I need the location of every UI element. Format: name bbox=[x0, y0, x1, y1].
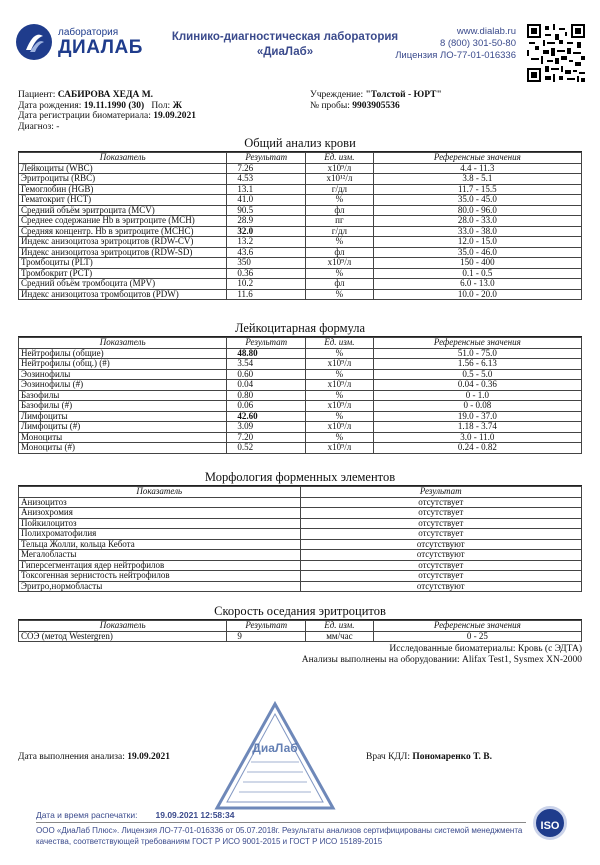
analysis-date: Дата выполнения анализа: 19.09.2021 bbox=[18, 752, 170, 762]
row-result: отсутствуют bbox=[300, 581, 582, 592]
row-result: 11.6 bbox=[227, 289, 306, 300]
table-row bbox=[19, 359, 582, 370]
lab-contacts bbox=[395, 26, 516, 62]
row-unit: пг bbox=[306, 216, 374, 227]
row-result: 43.6 bbox=[227, 247, 306, 258]
row-unit: г/дл bbox=[306, 184, 374, 195]
table-row bbox=[19, 390, 582, 401]
row-result: 9 bbox=[227, 631, 306, 642]
row-unit: x10⁹/л bbox=[306, 443, 374, 454]
column-header: Ед. изм. bbox=[306, 621, 374, 632]
row-reference: 19.0 - 37.0 bbox=[373, 411, 581, 422]
row-reference: 3.8 - 5.1 bbox=[373, 174, 581, 185]
row-reference: 12.0 - 15.0 bbox=[373, 237, 581, 248]
row-name: Средний объём тромбоцита (MPV) bbox=[19, 279, 227, 290]
row-name: Нейтрофилы (общие) bbox=[19, 348, 227, 359]
row-name: Средний объём эритроцита (MCV) bbox=[19, 205, 227, 216]
row-name: Моноциты bbox=[19, 432, 227, 443]
row-name: Базофилы (#) bbox=[19, 401, 227, 412]
sample-row: № пробы: 9903905536 bbox=[310, 100, 400, 111]
row-reference: 0 - 1.0 bbox=[373, 390, 581, 401]
table-header-row bbox=[19, 487, 582, 498]
table-row bbox=[19, 195, 582, 206]
diagnosis: - bbox=[56, 121, 60, 132]
leuko-table bbox=[18, 337, 582, 454]
row-result: 10.2 bbox=[227, 279, 306, 290]
row-name: Индекс анизоцитоза тромбоцитов (PDW) bbox=[19, 289, 227, 300]
iso-badge-icon: ISO bbox=[533, 806, 567, 840]
row-reference: 0.24 - 0.82 bbox=[373, 443, 581, 454]
row-result: отсутствует bbox=[300, 560, 582, 571]
row-unit: % bbox=[306, 432, 374, 443]
qr-code-icon bbox=[527, 24, 585, 82]
column-header: Референсные значения bbox=[373, 338, 581, 349]
column-header: Показатель bbox=[19, 153, 227, 164]
table-row bbox=[19, 258, 582, 269]
row-unit: x10⁹/л bbox=[306, 258, 374, 269]
row-result: 90.5 bbox=[227, 205, 306, 216]
row-reference: 35.0 - 46.0 bbox=[373, 247, 581, 258]
esr-table bbox=[18, 620, 582, 642]
footer-text: ООО «ДиаЛаб Плюс». Лицензия ЛО-77-01-016336 от 05.07.2018г. Результаты анализов сертифицированы системой менеджмента качества, соответствующей требованиям ГОСТ Р ИСО 9001-2015 и ГОСТ Р ИСО 15189-2015 bbox=[36, 826, 523, 846]
row-unit: % bbox=[306, 289, 374, 300]
row-name: Гемоглобин (HGB) bbox=[19, 184, 227, 195]
biomaterial-note: Исследованные биоматериалы: Кровь (с ЭДТА) bbox=[389, 644, 582, 654]
table-row bbox=[19, 216, 582, 227]
row-name: Индекс анизоцитоза эритроцитов (RDW-CV) bbox=[19, 237, 227, 248]
logo-title: ДИАЛАБ bbox=[58, 37, 143, 58]
row-name: Тромбокрит (PCT) bbox=[19, 268, 227, 279]
row-name: Тромбоциты (PLT) bbox=[19, 258, 227, 269]
table-row bbox=[19, 174, 582, 185]
row-reference: 28.0 - 33.0 bbox=[373, 216, 581, 227]
row-unit: фл bbox=[306, 279, 374, 290]
row-result: 0.80 bbox=[227, 390, 306, 401]
row-unit: фл bbox=[306, 205, 374, 216]
row-name: Эозинофилы bbox=[19, 369, 227, 380]
row-reference: 10.0 - 20.0 bbox=[373, 289, 581, 300]
row-result: 41.0 bbox=[227, 195, 306, 206]
doctor-name: Пономаренко Т. В. bbox=[412, 752, 492, 762]
lab-title-line2: «ДиаЛаб» bbox=[256, 46, 314, 58]
column-header: Ед. изм. bbox=[306, 338, 374, 349]
table-header-row bbox=[19, 153, 582, 164]
table-row bbox=[19, 279, 582, 290]
column-header: Референсные значения bbox=[373, 153, 581, 164]
row-name: Моноциты (#) bbox=[19, 443, 227, 454]
analysis-date-value: 19.09.2021 bbox=[127, 752, 170, 762]
row-name: Индекс анизоцитоза эритроцитов (RDW-SD) bbox=[19, 247, 227, 258]
table-row bbox=[19, 348, 582, 359]
row-result: отсутствуют bbox=[300, 550, 582, 561]
column-header: Показатель bbox=[19, 338, 227, 349]
analysis-notes bbox=[302, 644, 582, 666]
lab-title-line1: Клинико-диагностическая лаборатория bbox=[171, 31, 399, 43]
table-row bbox=[19, 380, 582, 391]
row-result: 0.52 bbox=[227, 443, 306, 454]
row-name: Пойкилоцитоз bbox=[19, 518, 301, 529]
row-name: Тельца Жолли, кольца Кебота bbox=[19, 539, 301, 550]
institution-row: Учреждение: "Толстой - ЮРТ" bbox=[310, 90, 442, 100]
row-unit: x10⁹/л bbox=[306, 401, 374, 412]
row-unit: x10⁹/л bbox=[306, 359, 374, 370]
patient-dob-row: Дата рождения: 19.11.1990 (30) Пол: Ж bbox=[18, 100, 182, 111]
table-row bbox=[19, 247, 582, 258]
row-result: 32.0 bbox=[227, 226, 306, 237]
lab-license: Лицензия ЛО-77-01-016336 bbox=[395, 50, 516, 61]
table-row bbox=[19, 184, 582, 195]
column-header: Результат bbox=[300, 487, 582, 498]
table-row bbox=[19, 550, 582, 561]
row-unit: x10⁹/л bbox=[306, 163, 374, 174]
table-row bbox=[19, 529, 582, 540]
row-name: СОЭ (метод Westergren) bbox=[19, 631, 227, 642]
row-unit: % bbox=[306, 237, 374, 248]
row-result: 3.54 bbox=[227, 359, 306, 370]
row-reference: 51.0 - 75.0 bbox=[373, 348, 581, 359]
morph-title: Морфология форменных элементов bbox=[18, 470, 582, 486]
table-row bbox=[19, 268, 582, 279]
row-name: Нейтрофилы (общ.) (#) bbox=[19, 359, 227, 370]
row-result: отсутствует bbox=[300, 518, 582, 529]
column-header: Результат bbox=[227, 621, 306, 632]
patient-name: САБИРОВА ХЕДА М. bbox=[57, 90, 154, 100]
registration-date: 19.09.2021 bbox=[153, 111, 196, 121]
leuko-title: Лейкоцитарная формула bbox=[18, 321, 582, 337]
table-row bbox=[19, 497, 582, 508]
row-reference: 1.56 - 6.13 bbox=[373, 359, 581, 370]
row-unit: x10⁹/л bbox=[306, 380, 374, 391]
row-result: 48.80 bbox=[227, 348, 306, 359]
row-unit: % bbox=[306, 195, 374, 206]
row-unit: % bbox=[306, 268, 374, 279]
row-name: Лейкоциты (WBC) bbox=[19, 163, 227, 174]
row-name: Полихроматофилия bbox=[19, 529, 301, 540]
row-result: отсутствует bbox=[300, 571, 582, 582]
row-reference: 80.0 - 96.0 bbox=[373, 205, 581, 216]
institution: "Толстой - ЮРТ" bbox=[365, 90, 442, 100]
table-row bbox=[19, 422, 582, 433]
patient-dob: 19.11.1990 (30) bbox=[83, 100, 145, 111]
report-header bbox=[0, 0, 600, 88]
row-result: 7.26 bbox=[227, 163, 306, 174]
doctor-signature: Врач КДЛ: Пономаренко Т. В. bbox=[366, 752, 492, 762]
morph-table bbox=[18, 486, 582, 592]
row-name: Гиперсегментация ядер нейтрофилов bbox=[19, 560, 301, 571]
row-result: отсутствуют bbox=[300, 539, 582, 550]
table-row bbox=[19, 518, 582, 529]
row-name: Базофилы bbox=[19, 390, 227, 401]
table-row bbox=[19, 631, 582, 642]
row-result: 0.04 bbox=[227, 380, 306, 391]
row-result: 0.60 bbox=[227, 369, 306, 380]
row-reference: 0.1 - 0.5 bbox=[373, 268, 581, 279]
institution-info bbox=[310, 90, 442, 111]
lab-stamp bbox=[213, 700, 337, 815]
row-name: Мегалобласты bbox=[19, 550, 301, 561]
row-name: Анизохромия bbox=[19, 508, 301, 519]
table-row bbox=[19, 571, 582, 582]
row-reference: 1.18 - 3.74 bbox=[373, 422, 581, 433]
row-unit: x10¹²/л bbox=[306, 174, 374, 185]
row-reference: 11.7 - 15.5 bbox=[373, 184, 581, 195]
row-reference: 0.04 - 0.36 bbox=[373, 380, 581, 391]
table-row bbox=[19, 581, 582, 592]
row-name: Эритроциты (RBC) bbox=[19, 174, 227, 185]
row-reference: 0 - 25 bbox=[373, 631, 581, 642]
row-result: 4.53 bbox=[227, 174, 306, 185]
dialab-logo bbox=[16, 24, 166, 64]
patient-name-row: Пациент: САБИРОВА ХЕДА М. bbox=[18, 90, 154, 100]
row-name: Гематокрит (HCT) bbox=[19, 195, 227, 206]
table-row bbox=[19, 226, 582, 237]
column-header: Показатель bbox=[19, 621, 227, 632]
row-name: Токсогенная зернистость нейтрофилов bbox=[19, 571, 301, 582]
row-result: 350 bbox=[227, 258, 306, 269]
row-reference: 33.0 - 38.0 bbox=[373, 226, 581, 237]
row-reference: 3.0 - 11.0 bbox=[373, 432, 581, 443]
lab-phone: 8 (800) 301-50-80 bbox=[439, 38, 516, 49]
table-row bbox=[19, 369, 582, 380]
dialab-logo-icon bbox=[16, 24, 52, 60]
table-row bbox=[19, 539, 582, 550]
print-time: Дата и время распечатки: 19.09.2021 12:58:34 bbox=[36, 810, 235, 820]
row-name: Лимфоциты (#) bbox=[19, 422, 227, 433]
equipment-note: Анализы выполнены на оборудовании: Alifax Test1, Sysmex XN-2000 bbox=[301, 655, 582, 665]
table-row bbox=[19, 411, 582, 422]
row-unit: % bbox=[306, 369, 374, 380]
row-result: отсутствует bbox=[300, 508, 582, 519]
cbc-title: Общий анализ крови bbox=[18, 136, 582, 152]
row-name: Эозинофилы (#) bbox=[19, 380, 227, 391]
cbc-table bbox=[18, 152, 582, 300]
row-name: Средняя концентр. Hb в эритроците (MCHC) bbox=[19, 226, 227, 237]
table-row bbox=[19, 443, 582, 454]
row-unit: % bbox=[306, 411, 374, 422]
row-name: Лимфоциты bbox=[19, 411, 227, 422]
row-reference: 4.4 - 11.3 bbox=[373, 163, 581, 174]
table-row bbox=[19, 163, 582, 174]
row-result: 28.9 bbox=[227, 216, 306, 227]
table-row bbox=[19, 432, 582, 443]
table-header-row bbox=[19, 621, 582, 632]
table-row bbox=[19, 560, 582, 571]
row-result: 0.06 bbox=[227, 401, 306, 412]
row-name: Среднее содержание Hb в эритроците (MCH) bbox=[19, 216, 227, 227]
lab-site[interactable]: www.dialab.ru bbox=[456, 26, 516, 37]
column-header: Референсные значения bbox=[373, 621, 581, 632]
row-unit: г/дл bbox=[306, 226, 374, 237]
table-row bbox=[19, 401, 582, 412]
row-result: 7.20 bbox=[227, 432, 306, 443]
row-result: отсутствует bbox=[300, 529, 582, 540]
diagnosis-row: Диагноз: - bbox=[18, 121, 60, 132]
row-reference: 0.5 - 5.0 bbox=[373, 369, 581, 380]
row-name: Эритро,нормобласты bbox=[19, 581, 301, 592]
row-reference: 35.0 - 45.0 bbox=[373, 195, 581, 206]
patient-info bbox=[18, 90, 196, 132]
column-header: Результат bbox=[227, 338, 306, 349]
row-reference: 6.0 - 13.0 bbox=[373, 279, 581, 290]
sample-number: 9903905536 bbox=[352, 100, 400, 111]
esr-title: Скорость оседания эритроцитов bbox=[18, 604, 582, 620]
column-header: Показатель bbox=[19, 487, 301, 498]
row-reference: 150 - 400 bbox=[373, 258, 581, 269]
row-result: 13.2 bbox=[227, 237, 306, 248]
logo-subtitle: лаборатория bbox=[58, 27, 119, 38]
print-time-value: 19.09.2021 12:58:34 bbox=[155, 810, 235, 820]
row-result: отсутствует bbox=[300, 497, 582, 508]
patient-sex: Ж bbox=[172, 100, 182, 111]
footer-divider bbox=[36, 822, 526, 823]
row-unit: x10⁹/л bbox=[306, 422, 374, 433]
row-result: 42.60 bbox=[227, 411, 306, 422]
table-row bbox=[19, 237, 582, 248]
row-reference: 0 - 0.08 bbox=[373, 401, 581, 412]
row-result: 0.36 bbox=[227, 268, 306, 279]
lab-title bbox=[170, 30, 400, 60]
table-row bbox=[19, 508, 582, 519]
row-unit: мм/час bbox=[306, 631, 374, 642]
row-unit: фл bbox=[306, 247, 374, 258]
row-result: 3.09 bbox=[227, 422, 306, 433]
row-unit: % bbox=[306, 348, 374, 359]
table-row bbox=[19, 205, 582, 216]
stamp-text: ДиаЛаб bbox=[252, 741, 298, 755]
column-header: Результат bbox=[227, 153, 306, 164]
row-name: Анизоцитоз bbox=[19, 497, 301, 508]
table-header-row bbox=[19, 338, 582, 349]
column-header: Ед. изм. bbox=[306, 153, 374, 164]
row-unit: % bbox=[306, 390, 374, 401]
row-result: 13.1 bbox=[227, 184, 306, 195]
registration-row: Дата регистрации биоматериала: 19.09.2021 bbox=[18, 111, 196, 121]
table-row bbox=[19, 289, 582, 300]
